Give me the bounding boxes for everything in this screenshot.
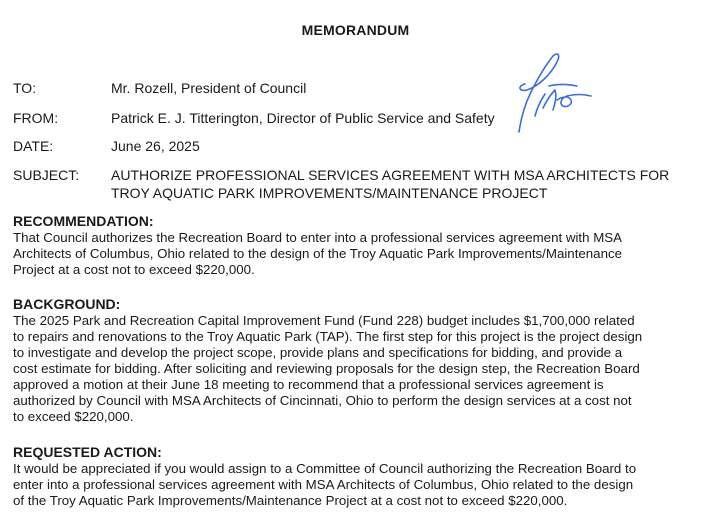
subject-line-2: TROY AQUATIC PARK IMPROVEMENTS/MAINTENANCE PROJECT (111, 185, 548, 201)
date-label: DATE: (13, 138, 54, 154)
requested-action-body (13, 461, 703, 509)
recommendation-body (13, 230, 703, 278)
requested-action-line: It would be appreciated if you would assign to a Committee of Council authorizing the Recreation Board to (13, 461, 637, 476)
memo-title: MEMORANDUM (301, 22, 410, 38)
background-line: cost estimate for bidding. After soliciting and reviewing proposals for the design step, the Recreation Board (13, 361, 640, 376)
background-line: authorized by Council with MSA Architects of Cincinnati, Ohio to perform the design services at a cost not (13, 393, 632, 408)
subject-value (111, 166, 701, 202)
background-heading: BACKGROUND: (13, 296, 121, 312)
background-body (13, 313, 703, 425)
subject-line-1: AUTHORIZE PROFESSIONAL SERVICES AGREEMENT WITH MSA ARCHITECTS FOR (111, 167, 670, 183)
requested-action-line: of the Troy Aquatic Park Improvements/Maintenance Project at a cost not to exceed $220,000. (13, 493, 568, 508)
signature-initials-icon (505, 46, 595, 136)
background-line: to exceed $220,000. (13, 409, 134, 424)
requested-action-heading: REQUESTED ACTION: (13, 444, 162, 460)
background-line: to repairs and renovations to the Troy Aquatic Park (TAP). The first step for this project is the project design (13, 329, 643, 344)
from-value: Patrick E. J. Titterington, Director of Public Service and Safety (111, 110, 495, 126)
recommendation-line: Project at a cost not to exceed $220,000. (13, 262, 255, 277)
background-line: to investigate and develop the project scope, provide plans and specifications for bidding, and provide a (13, 345, 623, 360)
from-label: FROM: (13, 110, 59, 126)
background-line: approved a motion at their June 18 meeting to recommend that a professional services agreement is (13, 377, 604, 392)
to-label: TO: (13, 80, 37, 96)
subject-label: SUBJECT: (13, 167, 80, 183)
date-value: June 26, 2025 (111, 138, 200, 154)
background-line: The 2025 Park and Recreation Capital Improvement Fund (Fund 228) budget includes $1,700,000 related (13, 313, 635, 328)
recommendation-line: That Council authorizes the Recreation Board to enter into a professional services agreement with MSA (13, 230, 623, 245)
recommendation-line: Architects of Columbus, Ohio related to the design of the Troy Aquatic Park Improvements/Maintenance (13, 246, 623, 261)
requested-action-line: enter into a professional services agreement with MSA Architects of Columbus, Ohio related to the design (13, 477, 634, 492)
to-value: Mr. Rozell, President of Council (111, 80, 307, 96)
recommendation-heading: RECOMMENDATION: (13, 213, 154, 229)
